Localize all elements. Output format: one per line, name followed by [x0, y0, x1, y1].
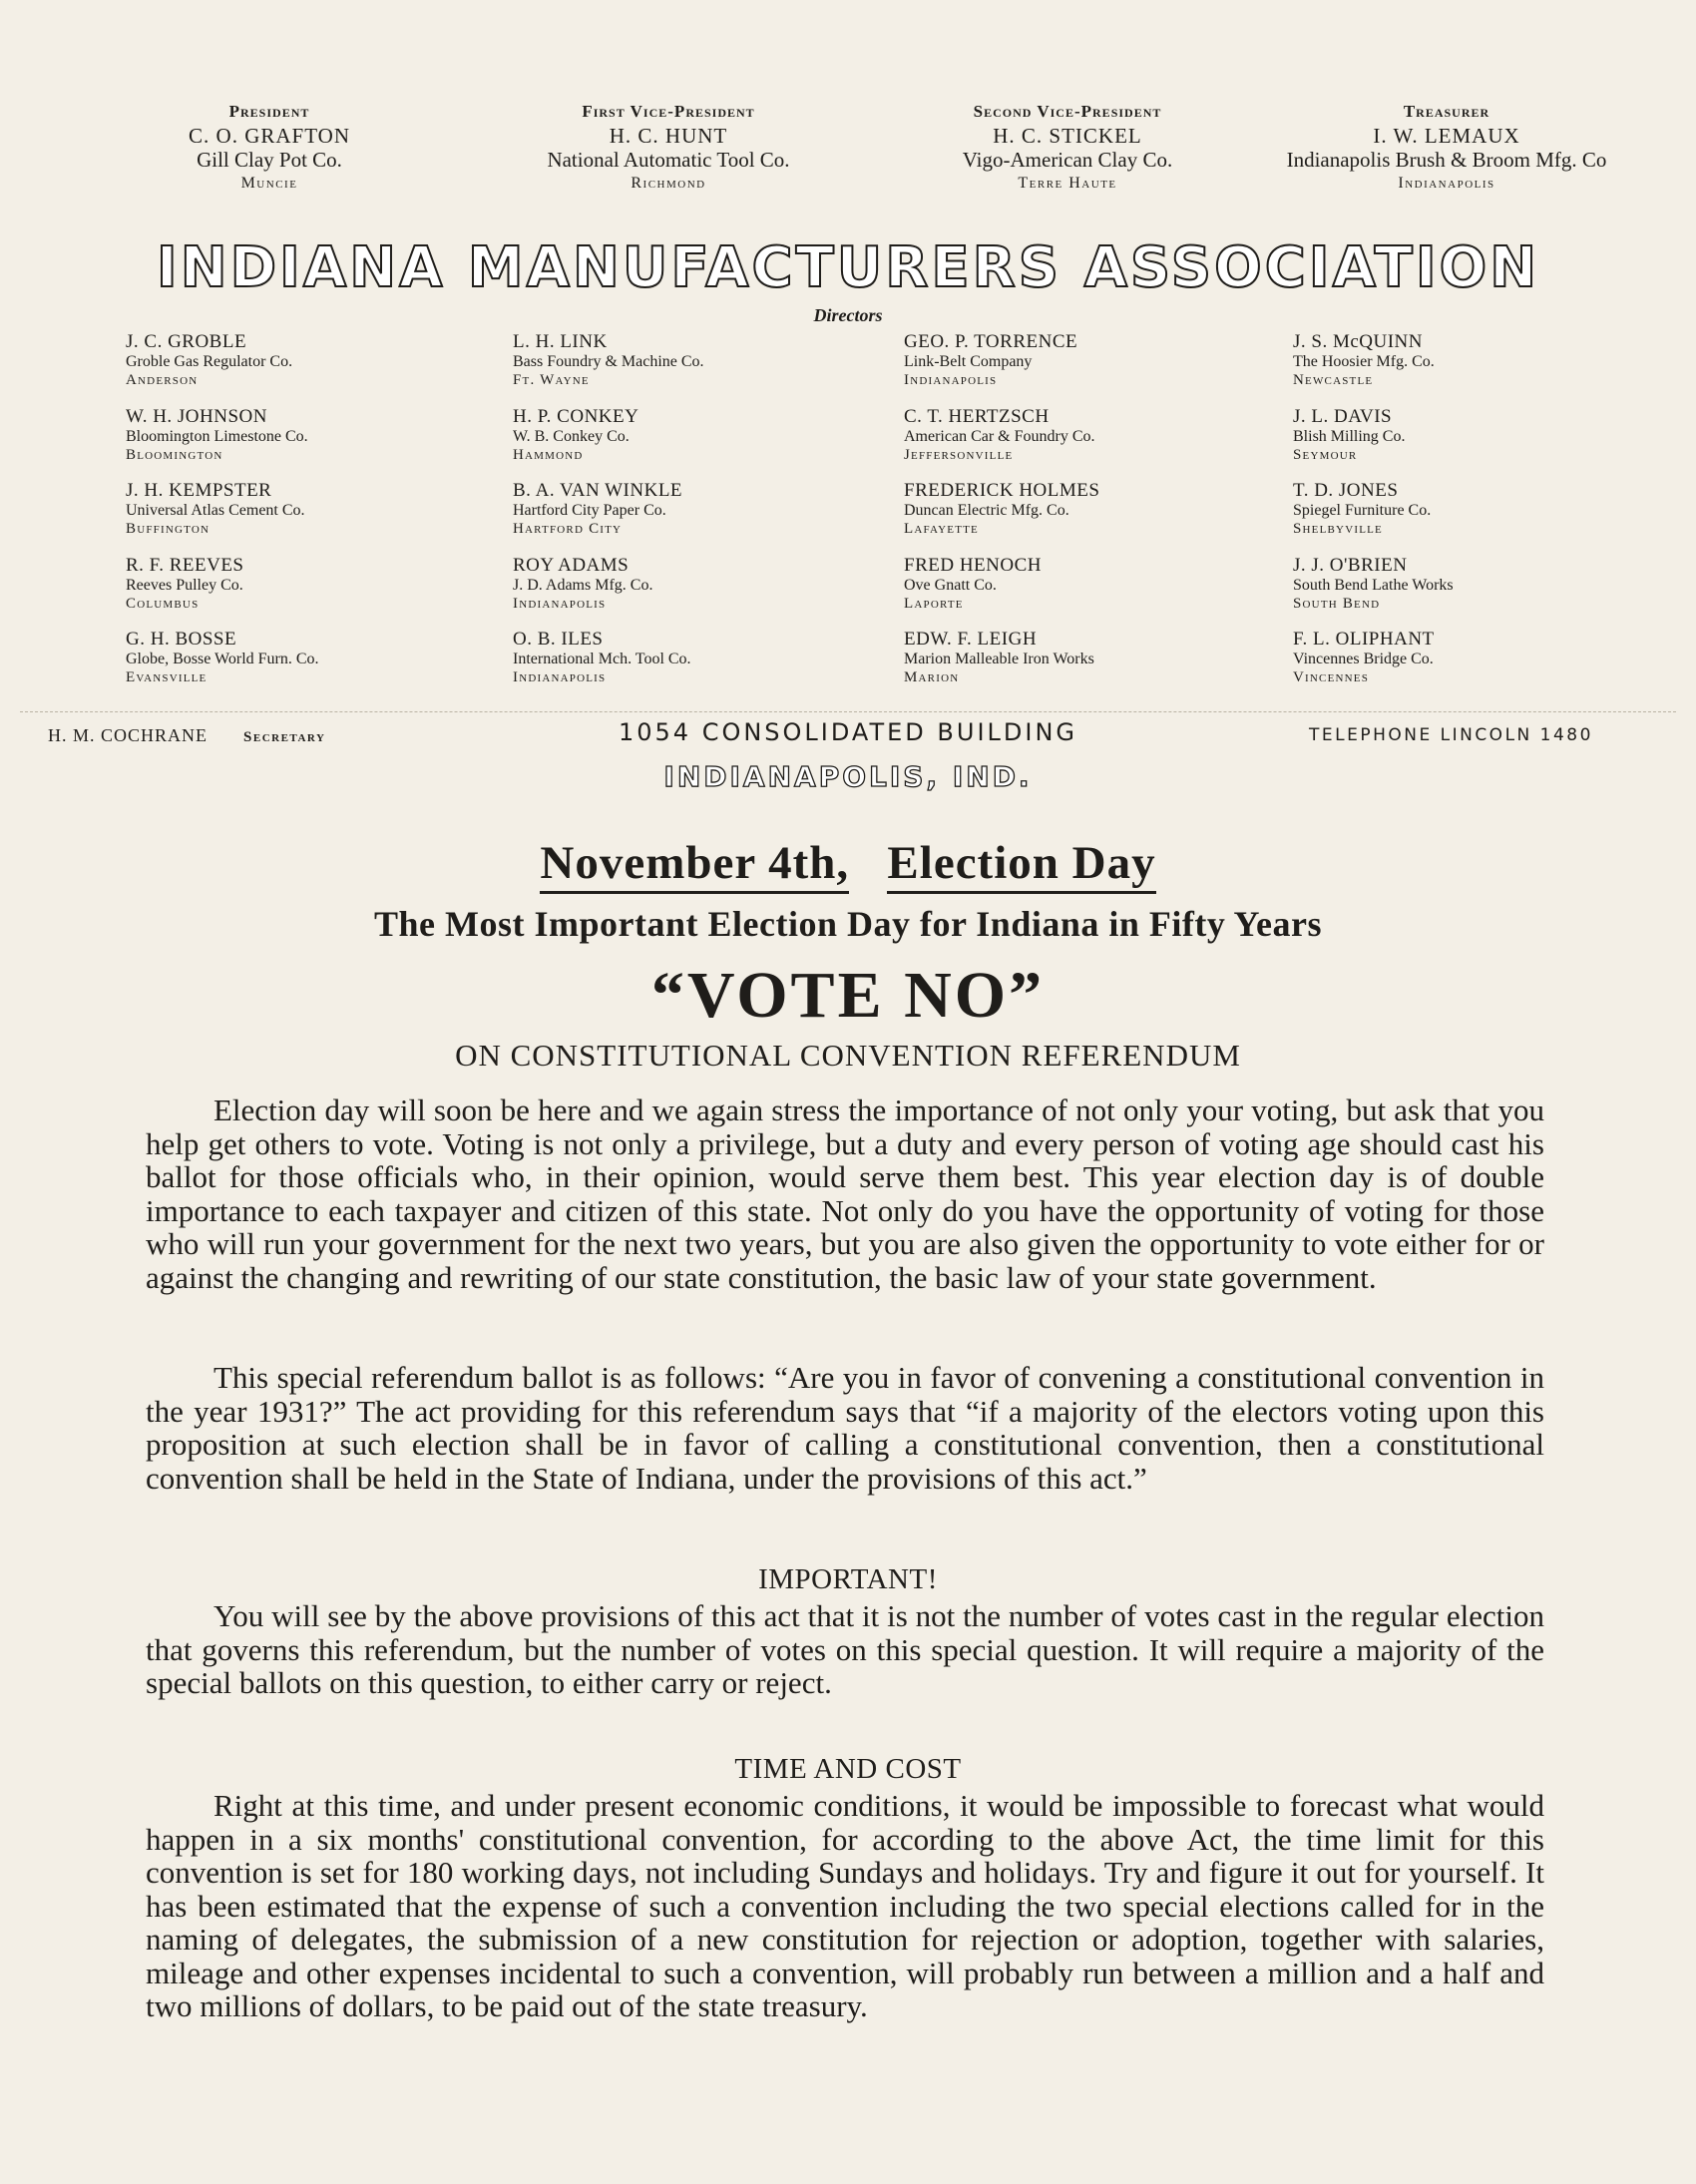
officer-role: President — [228, 102, 310, 121]
director-entry — [126, 555, 485, 630]
telephone-number: TELEPHONE LINCOLN 1480 — [1309, 725, 1593, 745]
subheadline: The Most Important Election Day for Indiana in Fifty Years — [374, 904, 1322, 944]
director-company: South Bend Lathe Works — [1293, 576, 1454, 594]
directors-label: Directors — [813, 305, 883, 325]
director-city: Indianapolis — [513, 595, 607, 612]
director-entry — [513, 480, 872, 555]
director-name: J. L. DAVIS — [1293, 405, 1393, 427]
director-company: International Mch. Tool Co. — [513, 651, 691, 667]
director-name: ROY ADAMS — [513, 554, 630, 576]
director-city: Shelbyville — [1293, 521, 1383, 537]
director-entry — [904, 331, 1263, 406]
director-city: Buffington — [126, 521, 211, 537]
director-entry — [904, 480, 1263, 555]
director-company: American Car & Foundry Co. — [904, 427, 1095, 445]
director-city: Vincennes — [1293, 669, 1370, 685]
section-heading-time-and-cost: TIME AND COST — [734, 1753, 962, 1785]
officer-city: Muncie — [240, 175, 298, 192]
director-name: C. T. HERTZSCH — [904, 405, 1050, 427]
association-title: INDIANA MANUFACTURERS ASSOCIATION — [156, 235, 1540, 300]
secretary-name: H. M. COCHRANE — [48, 725, 209, 745]
director-company: Spiegel Furniture Co. — [1293, 502, 1432, 519]
paragraph-text: Right at this time, and under present economic conditions, it would be impossible to forecast what would happen in a six months' constitutional convention, for according to the above Act, the time limit for this convention is set for 180 working days, not including Sundays and holidays. Try and figure it out for yourself. It has been estimated that the expense of such a convention including the two special elections called for in the naming of delegates, the submission of a new constitution for rejection or adoption, together with salaries, mileage and other expenses incidental to such a convention, will probably run between a million and a half and two millions of dollars, to be paid out of the state treasury. — [146, 1788, 1544, 2023]
office-city: INDIANAPOLIS, IND. — [663, 760, 1033, 793]
letterhead-divider — [20, 711, 1676, 712]
director-city: Lafayette — [904, 521, 979, 537]
directors-column-1 — [126, 331, 485, 703]
headline-election-day: Election Day — [887, 837, 1155, 894]
director-name: O. B. ILES — [513, 629, 604, 650]
director-entry — [513, 331, 872, 406]
director-company: Bass Foundry & Machine Co. — [513, 353, 704, 370]
director-entry — [126, 629, 485, 703]
director-entry — [1293, 331, 1652, 406]
director-company: Globe, Bosse World Furn. Co. — [126, 651, 319, 667]
director-entry — [513, 555, 872, 630]
officer-company: Indianapolis Brush & Broom Mfg. Co — [1286, 148, 1607, 172]
director-city: Evansville — [126, 669, 208, 685]
director-company: W. B. Conkey Co. — [513, 427, 630, 445]
director-entry — [904, 406, 1263, 481]
director-entry — [1293, 555, 1652, 630]
director-company: Duncan Electric Mfg. Co. — [904, 502, 1069, 519]
director-city: Bloomington — [126, 446, 223, 463]
director-entry — [513, 406, 872, 481]
director-city: Indianapolis — [904, 372, 998, 388]
director-name: J. S. McQUINN — [1293, 331, 1423, 352]
director-company: Vincennes Bridge Co. — [1293, 651, 1434, 667]
directors-column-4 — [1293, 331, 1652, 703]
directors-column-2 — [513, 331, 872, 703]
director-company: Ove Gnatt Co. — [904, 576, 997, 594]
director-city: Jeffersonville — [904, 446, 1014, 463]
director-entry — [126, 480, 485, 555]
director-company: Groble Gas Regulator Co. — [126, 353, 293, 370]
officer-name: H. C. STICKEL — [993, 124, 1142, 148]
director-city: Hammond — [513, 446, 584, 463]
body-paragraph — [146, 1361, 1544, 1495]
officer-city: Richmond — [631, 175, 706, 192]
director-entry — [1293, 629, 1652, 703]
director-company: The Hoosier Mfg. Co. — [1293, 353, 1435, 370]
director-name: J. H. KEMPSTER — [126, 480, 272, 501]
officer-company: National Automatic Tool Co. — [547, 148, 790, 172]
paragraph-text: This special referendum ballot is as follows: “Are you in favor of convening a constitutional convention in the year 1931?” The act providing for this referendum says that “if a majority of the electors voting upon this proposition at such election shall be in favor of calling a constitutional convention, then a constitutional convention shall be held in the State of Indiana, under the provisions of this act.” — [146, 1360, 1544, 1496]
vote-no-banner: “VOTE NO” — [650, 959, 1046, 1032]
director-city: Laporte — [904, 595, 964, 612]
section-heading-important: IMPORTANT! — [758, 1563, 938, 1595]
director-company: Link-Belt Company — [904, 353, 1033, 370]
director-entry — [126, 331, 485, 406]
director-name: F. L. OLIPHANT — [1293, 629, 1435, 650]
director-city: Seymour — [1293, 446, 1358, 463]
body-paragraph — [146, 1093, 1544, 1294]
director-company: Reeves Pulley Co. — [126, 576, 243, 594]
officer-name: I. W. LEMAUX — [1373, 124, 1520, 148]
officer-city: Indianapolis — [1398, 175, 1495, 192]
officer-role: First Vice-President — [582, 102, 755, 121]
directors-column-3 — [904, 331, 1263, 703]
director-name: L. H. LINK — [513, 331, 608, 352]
director-entry — [904, 555, 1263, 630]
officer-city: Terre Haute — [1018, 175, 1117, 192]
director-name: H. P. CONKEY — [513, 405, 639, 427]
director-name: FRED HENOCH — [904, 554, 1042, 576]
director-city: Hartford City — [513, 521, 623, 537]
director-name: J. J. O'BRIEN — [1293, 554, 1408, 576]
director-city: Ft. Wayne — [513, 372, 590, 388]
director-company: Universal Atlas Cement Co. — [126, 502, 305, 519]
director-name: T. D. JONES — [1293, 480, 1399, 501]
director-company: Bloomington Limestone Co. — [126, 427, 308, 445]
director-name: GEO. P. TORRENCE — [904, 331, 1078, 352]
director-city: Columbus — [126, 595, 200, 612]
director-name: W. H. JOHNSON — [126, 405, 267, 427]
headline-date: November 4th, — [540, 837, 849, 894]
officer-role: Treasurer — [1403, 102, 1490, 121]
officer-second-vice-president — [878, 100, 1257, 196]
officer-president — [80, 100, 459, 196]
director-name: FREDERICK HOLMES — [904, 480, 1100, 501]
director-company: Blish Milling Co. — [1293, 427, 1406, 445]
director-city: Newcastle — [1293, 372, 1374, 388]
director-name: R. F. REEVES — [126, 554, 244, 576]
body-paragraph — [146, 1599, 1544, 1700]
officer-treasurer — [1257, 100, 1636, 196]
director-name: J. C. GROBLE — [126, 331, 247, 352]
body-paragraph — [146, 1789, 1544, 2023]
director-entry — [1293, 406, 1652, 481]
secretary-title: Secretary — [243, 729, 326, 745]
director-company: Marion Malleable Iron Works — [904, 651, 1094, 667]
officer-name: H. C. HUNT — [609, 124, 728, 148]
director-company: Hartford City Paper Co. — [513, 502, 666, 519]
paragraph-text: You will see by the above provisions of this act that it is not the number of votes cast in the regular election that governs this referendum, but the number of votes on this special question. It will require a majority of the special ballots on this question, to either carry or reject. — [146, 1598, 1544, 1700]
referendum-heading: ON CONSTITUTIONAL CONVENTION REFERENDUM — [455, 1038, 1241, 1073]
officer-role: Second Vice-President — [973, 102, 1162, 121]
officer-company: Vigo-American Clay Co. — [962, 148, 1173, 172]
director-name: G. H. BOSSE — [126, 629, 237, 650]
paragraph-text: Election day will soon be here and we again stress the importance of not only your voting, but ask that you help get others to vote. Voting is not only a privilege, but a duty and every person of voting age should cast his ballot for those officials who, in their opinion, would serve them best. This year election day is of double importance to each taxpayer and citizen of this state. Not only do you have the opportunity of voting for those who will run your government for the next two years, but you are also given the opportunity to vote either for or against the changing and rewriting of our state constitution, the basic law of your state government. — [146, 1092, 1544, 1295]
director-city: Marion — [904, 669, 960, 685]
headline — [0, 836, 1696, 890]
director-entry — [1293, 480, 1652, 555]
director-name: B. A. VAN WINKLE — [513, 480, 683, 501]
officer-name: C. O. GRAFTON — [189, 124, 350, 148]
director-entry — [513, 629, 872, 703]
office-address: 1054 CONSOLIDATED BUILDING — [618, 718, 1078, 746]
officers-row — [60, 100, 1636, 200]
director-company: J. D. Adams Mfg. Co. — [513, 576, 653, 594]
director-entry — [904, 629, 1263, 703]
director-name: EDW. F. LEIGH — [904, 629, 1038, 650]
officer-first-vice-president — [479, 100, 858, 196]
director-city: Indianapolis — [513, 669, 607, 685]
director-city: Anderson — [126, 372, 199, 388]
director-entry — [126, 406, 485, 481]
director-city: South Bend — [1293, 595, 1381, 612]
officer-company: Gill Clay Pot Co. — [197, 148, 342, 172]
